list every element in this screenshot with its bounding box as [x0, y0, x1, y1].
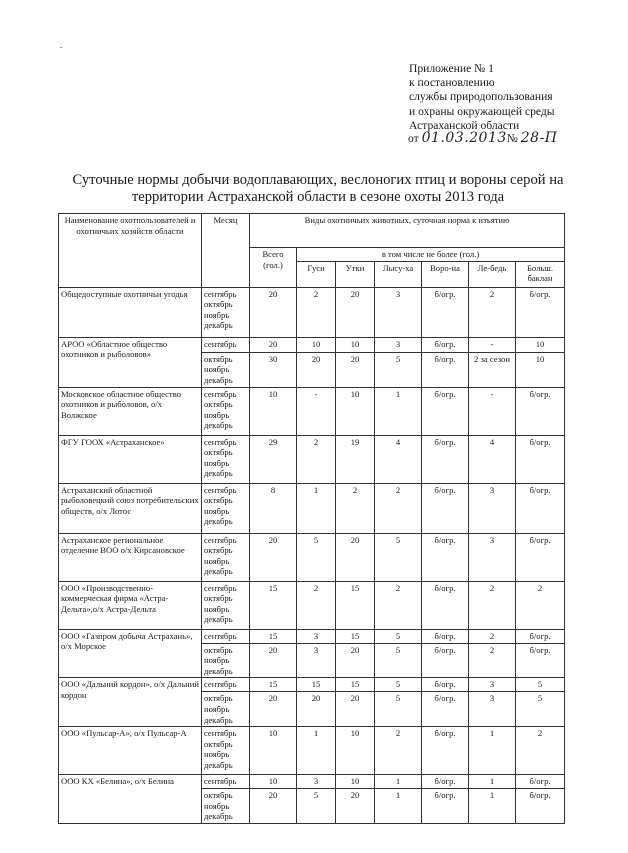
month-item: ноябрь [204, 457, 230, 468]
corner-mark: . [60, 40, 63, 50]
month-item: сентябрь [204, 388, 237, 399]
month-item: сентябрь [204, 679, 237, 690]
month-item: ноябрь [204, 655, 230, 666]
cell-crow: б/огр. [422, 533, 469, 581]
cell-ducks: 10 [336, 337, 375, 352]
cell-geese: 5 [297, 533, 336, 581]
table-row [59, 727, 565, 775]
cell-ducks: 20 [336, 692, 375, 727]
cell-coot: 2 [375, 483, 422, 533]
cell-swan: 2 за сезон [469, 352, 516, 387]
cell-geese: 3 [297, 775, 336, 789]
month-item: декабрь [204, 614, 233, 625]
cell-coot: 1 [375, 775, 422, 789]
cell-cormorant: 2 [516, 581, 565, 629]
cell-ducks: 15 [336, 581, 375, 629]
cell-swan: 3 [469, 678, 516, 692]
cell-crow: б/огр. [422, 483, 469, 533]
date-prefix: от [408, 132, 419, 145]
table-row [59, 483, 565, 533]
cell-total: 15 [250, 678, 297, 692]
month-item: октябрь [204, 299, 233, 310]
cell-total: 20 [250, 533, 297, 581]
cell-ducks: 15 [336, 678, 375, 692]
cell-total: 20 [250, 789, 297, 824]
cell-swan: 1 [469, 775, 516, 789]
month-item: сентябрь [204, 776, 237, 787]
row-months [202, 435, 250, 483]
month-item: декабрь [204, 420, 233, 431]
cell-crow: б/огр. [422, 692, 469, 727]
month-item: ноябрь [204, 800, 230, 811]
cell-ducks: 10 [336, 387, 375, 435]
cell-total: 20 [250, 337, 297, 352]
cell-ducks: 15 [336, 629, 375, 643]
month-item: октябрь [204, 495, 233, 506]
header-cormorant: Больш. баклан [516, 261, 565, 287]
cell-crow: б/огр. [422, 287, 469, 337]
row-months [202, 337, 250, 352]
cell-total: 10 [250, 775, 297, 789]
month-item: сентябрь [204, 582, 237, 593]
month-item: октябрь [204, 790, 233, 801]
cell-geese: 1 [297, 727, 336, 775]
row-months [202, 643, 250, 678]
month-item: октябрь [204, 644, 233, 655]
row-organization: Астраханское региональное отделение ВОО о/х Кирсановское [59, 533, 202, 581]
month-item: ноябрь [204, 603, 230, 614]
cell-geese: 3 [297, 629, 336, 643]
document-title: Суточные нормы добычи водоплавающих, веслоногих птиц и вороны серой на территории Астраханской области в сезоне охоты 2013 года [72, 172, 564, 205]
handwritten-date: 01.03.2013 [421, 130, 507, 146]
cell-ducks: 20 [336, 533, 375, 581]
cell-geese: 1 [297, 483, 336, 533]
month-item: декабрь [204, 811, 233, 822]
month-item: ноябрь [204, 409, 230, 420]
cell-swan: 3 [469, 533, 516, 581]
cell-coot: 1 [375, 789, 422, 824]
cell-coot: 5 [375, 629, 422, 643]
cell-ducks: 20 [336, 352, 375, 387]
month-item: сентябрь [204, 288, 237, 299]
month-item: сентябрь [204, 484, 237, 495]
cell-geese: 2 [297, 581, 336, 629]
month-item: декабрь [204, 566, 233, 577]
table-row [59, 581, 565, 629]
row-organization: ФГУ ГООХ «Астраханское» [59, 435, 202, 483]
header-ducks: Утки [336, 261, 375, 287]
month-item: ноябрь [204, 703, 230, 714]
cell-geese: 2 [297, 287, 336, 337]
cell-coot: 5 [375, 352, 422, 387]
cell-coot: 3 [375, 287, 422, 337]
month-item: октябрь [204, 545, 233, 556]
month-item: ноябрь [204, 309, 230, 320]
cell-swan: 2 [469, 629, 516, 643]
header-organization: Наименование охотпользователей и охотничьих хозяйств области [59, 214, 202, 288]
cell-geese: 5 [297, 789, 336, 824]
month-item: декабрь [204, 665, 233, 676]
row-months [202, 387, 250, 435]
cell-total: 30 [250, 352, 297, 387]
cell-swan: 2 [469, 643, 516, 678]
cell-total: 20 [250, 692, 297, 727]
cell-crow: б/огр. [422, 435, 469, 483]
cell-coot: 5 [375, 692, 422, 727]
table-row [59, 387, 565, 435]
cell-ducks: 10 [336, 727, 375, 775]
row-months [202, 629, 250, 643]
row-months [202, 789, 250, 824]
appendix-block [409, 62, 614, 133]
cell-ducks: 10 [336, 775, 375, 789]
cell-total: 20 [250, 643, 297, 678]
month-item: декабрь [204, 516, 233, 527]
cell-swan: 2 [469, 287, 516, 337]
cell-coot: 2 [375, 727, 422, 775]
month-item: ноябрь [204, 749, 230, 760]
table-row [59, 287, 565, 337]
cell-total: 10 [250, 727, 297, 775]
cell-ducks: 20 [336, 287, 375, 337]
cell-coot: 2 [375, 581, 422, 629]
cell-geese: 10 [297, 337, 336, 352]
header-crow: Воро-на [422, 261, 469, 287]
row-organization: ООО «Пульсар-А», о/х Пульсар-А [59, 727, 202, 775]
cell-total: 29 [250, 435, 297, 483]
row-organization: ООО «Производственно-коммерческая фирма «Астра-Дельта»,о/х Астра-Дельта [59, 581, 202, 629]
month-item: декабрь [204, 759, 233, 770]
row-months [202, 483, 250, 533]
appendix-line: службы природопользования [409, 90, 553, 104]
month-item: сентябрь [204, 534, 237, 545]
cell-cormorant: б/огр. [516, 533, 565, 581]
month-item: декабрь [204, 374, 233, 385]
row-organization: ООО «Газпром добыча Астрахань», о/х Морское [59, 629, 202, 678]
table-row [59, 337, 565, 352]
appendix-line: и охраны окружающей среды [409, 104, 555, 118]
row-months [202, 581, 250, 629]
cell-cormorant: 5 [516, 692, 565, 727]
month-item: сентябрь [204, 338, 237, 349]
cell-total: 15 [250, 629, 297, 643]
cell-crow: б/огр. [422, 581, 469, 629]
cell-crow: б/огр. [422, 727, 469, 775]
appendix-line: Приложение № 1 [409, 62, 494, 75]
norms-table [58, 213, 565, 824]
cell-cormorant: б/огр. [516, 643, 565, 678]
cell-coot: 5 [375, 643, 422, 678]
cell-cormorant: б/огр. [516, 775, 565, 789]
row-months [202, 692, 250, 727]
cell-crow: б/огр. [422, 352, 469, 387]
cell-swan: 4 [469, 435, 516, 483]
cell-cormorant: 10 [516, 337, 565, 352]
cell-cormorant: 10 [516, 352, 565, 387]
cell-geese: 20 [297, 352, 336, 387]
cell-total: 15 [250, 581, 297, 629]
cell-geese: - [297, 387, 336, 435]
cell-cormorant: б/огр. [516, 287, 565, 337]
cell-cormorant: 2 [516, 727, 565, 775]
row-months [202, 287, 250, 337]
row-months [202, 727, 250, 775]
month-item: октябрь [204, 399, 233, 410]
cell-cormorant: б/огр. [516, 629, 565, 643]
header-species: Виды охотничьих животных, суточная норма к изъятию [250, 214, 565, 248]
cell-geese: 3 [297, 643, 336, 678]
month-item: декабрь [204, 714, 233, 725]
cell-crow: б/огр. [422, 789, 469, 824]
cell-swan: 3 [469, 692, 516, 727]
cell-cormorant: б/огр. [516, 483, 565, 533]
month-item: октябрь [204, 738, 233, 749]
cell-swan: - [469, 387, 516, 435]
row-organization: Общедоступные охотничьи угодья [59, 287, 202, 337]
table-row [59, 533, 565, 581]
table-row [59, 629, 565, 643]
cell-swan: 2 [469, 581, 516, 629]
cell-crow: б/огр. [422, 678, 469, 692]
row-months [202, 352, 250, 387]
month-item: ноябрь [204, 364, 230, 375]
month-item: сентябрь [204, 630, 237, 641]
month-item: декабрь [204, 468, 233, 479]
cell-swan: - [469, 337, 516, 352]
appendix-date-line [408, 130, 558, 146]
month-item: сентябрь [204, 728, 237, 739]
month-item: октябрь [204, 693, 233, 704]
row-organization: Астраханский областной рыболовецкий союз потребительских обществ, о/х Лотос [59, 483, 202, 533]
month-item: октябрь [204, 353, 233, 364]
row-organization: Московское областное общество охотников и рыболовов, о/х Волжское [59, 387, 202, 435]
cell-coot: 5 [375, 678, 422, 692]
table-row [59, 775, 565, 789]
month-item: ноябрь [204, 505, 230, 516]
row-months [202, 678, 250, 692]
cell-coot: 1 [375, 387, 422, 435]
cell-swan: 1 [469, 727, 516, 775]
cell-geese: 15 [297, 678, 336, 692]
cell-ducks: 19 [336, 435, 375, 483]
handwritten-number: 28-П [520, 130, 558, 146]
cell-coot: 5 [375, 533, 422, 581]
cell-coot: 4 [375, 435, 422, 483]
cell-cormorant: б/огр. [516, 789, 565, 824]
table-row [59, 678, 565, 692]
header-coot: Лысу-ха [375, 261, 422, 287]
row-organization: ООО КХ «Белина», о/х Белина [59, 775, 202, 824]
appendix-line: к постановлению [409, 76, 495, 90]
header-geese: Гуси [297, 261, 336, 287]
cell-swan: 1 [469, 789, 516, 824]
cell-ducks: 2 [336, 483, 375, 533]
cell-crow: б/огр. [422, 387, 469, 435]
month-item: сентябрь [204, 436, 237, 447]
row-organization: АРОО «Областное общество охотников и рыболовов» [59, 337, 202, 387]
header-total: Всего (гол.) [250, 248, 297, 288]
table-row [59, 435, 565, 483]
row-organization: ООО «Дальний кордон», о/х Дальний кордон [59, 678, 202, 727]
cell-cormorant: 5 [516, 678, 565, 692]
cell-crow: б/огр. [422, 629, 469, 643]
cell-total: 20 [250, 287, 297, 337]
cell-crow: б/огр. [422, 775, 469, 789]
cell-ducks: 20 [336, 643, 375, 678]
cell-crow: б/огр. [422, 337, 469, 352]
month-item: декабрь [204, 320, 233, 331]
cell-geese: 2 [297, 435, 336, 483]
appendix-line: Астраханской области [409, 118, 520, 132]
cell-cormorant: б/огр. [516, 435, 565, 483]
cell-total: 8 [250, 483, 297, 533]
header-including: в том числе не более (гол.) [297, 248, 565, 262]
header-swan: Ле-бедь [469, 261, 516, 287]
month-item: октябрь [204, 593, 233, 604]
month-item: октябрь [204, 447, 233, 458]
cell-geese: 20 [297, 692, 336, 727]
row-months [202, 533, 250, 581]
cell-coot: 3 [375, 337, 422, 352]
row-months [202, 775, 250, 789]
cell-ducks: 20 [336, 789, 375, 824]
cell-total: 10 [250, 387, 297, 435]
cell-crow: б/огр. [422, 643, 469, 678]
header-month: Месяц [202, 214, 250, 288]
cell-cormorant: б/огр. [516, 387, 565, 435]
month-item: ноябрь [204, 555, 230, 566]
number-label: № [506, 132, 518, 145]
cell-swan: 3 [469, 483, 516, 533]
